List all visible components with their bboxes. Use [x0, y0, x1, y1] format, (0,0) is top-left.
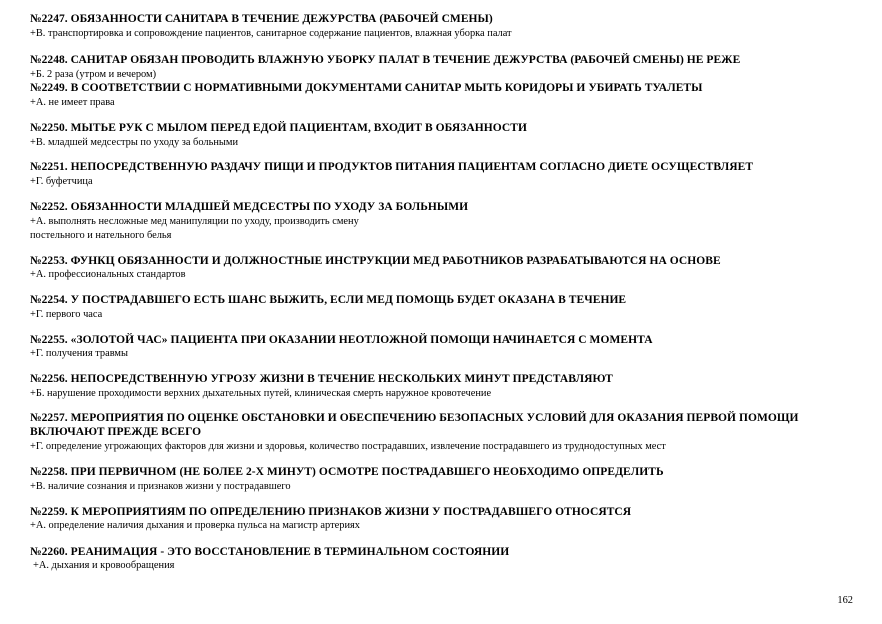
- question-2251: №2251. НЕПОСРЕДСТВЕННУЮ РАЗДАЧУ ПИЩИ И ПРОДУКТОВ ПИТАНИЯ ПАЦИЕНТАМ СОГЛАСНО ДИЕТЕ ОСУЩЕСТВЛЯЕТ: [30, 161, 754, 173]
- question-2247: №2247. ОБЯЗАННОСТИ САНИТАРА В ТЕЧЕНИЕ ДЕЖУРСТВА (РАБОЧЕЙ СМЕНЫ): [30, 13, 493, 25]
- question-2250: №2250. МЫТЬЕ РУК С МЫЛОМ ПЕРЕД ЕДОЙ ПАЦИЕНТАМ, ВХОДИТ В ОБЯЗАННОСТИ: [30, 122, 527, 134]
- question-2260: №2260. РЕАНИМАЦИЯ - ЭТО ВОССТАНОВЛЕНИЕ В ТЕРМИНАЛЬНОМ СОСТОЯНИИ: [30, 546, 510, 558]
- answer-2248: +Б. 2 раза (утром и вечером): [30, 69, 157, 80]
- question-2255: №2255. «ЗОЛОТОЙ ЧАС» ПАЦИЕНТА ПРИ ОКАЗАНИИ НЕОТЛОЖНОЙ ПОМОЩИ НАЧИНАЕТСЯ С МОМЕНТА: [30, 334, 653, 346]
- answer-2255: +Г. получения травмы: [30, 348, 128, 359]
- answer-2252-continued: постельного и нательного белья: [30, 230, 172, 241]
- answer-2254: +Г. первого часа: [30, 309, 103, 320]
- question-2258: №2258. ПРИ ПЕРВИЧНОМ (НЕ БОЛЕЕ 2-Х МИНУТ) ОСМОТРЕ ПОСТРАДАВШЕГО НЕОБХОДИМО ОПРЕДЕЛИТЬ: [30, 466, 664, 478]
- answer-2260: +А. дыхания и кровообращения: [33, 560, 175, 571]
- answer-2247: +В. транспортировка и сопровождение пациентов, санитарное содержание пациентов, влажная уборка палат: [30, 28, 512, 39]
- answer-2259: +А. определение наличия дыхания и проверка пульса на магистр артериях: [30, 520, 360, 531]
- question-2254: №2254. У ПОСТРАДАВШЕГО ЕСТЬ ШАНС ВЫЖИТЬ, ЕСЛИ МЕД ПОМОЩЬ БУДЕТ ОКАЗАНА В ТЕЧЕНИЕ: [30, 294, 627, 306]
- question-2256: №2256. НЕПОСРЕДСТВЕННУЮ УГРОЗУ ЖИЗНИ В ТЕЧЕНИЕ НЕСКОЛЬКИХ МИНУТ ПРЕДСТАВЛЯЮТ: [30, 373, 613, 385]
- answer-2256: +Б. нарушение проходимости верхних дыхательных путей, клиническая смерть наружное кровотечение: [30, 388, 492, 399]
- question-2252: №2252. ОБЯЗАННОСТИ МЛАДШЕЙ МЕДСЕСТРЫ ПО УХОДУ ЗА БОЛЬНЫМИ: [30, 201, 469, 213]
- question-2249: №2249. В СООТВЕТСТВИИ С НОРМАТИВНЫМИ ДОКУМЕНТАМИ САНИТАР МЫТЬ КОРИДОРЫ И УБИРАТЬ ТУАЛЕТЫ: [30, 82, 703, 94]
- question-2253: №2253. ФУНКЦ ОБЯЗАННОСТИ И ДОЛЖНОСТНЫЕ ИНСТРУКЦИИ МЕД РАБОТНИКОВ РАЗРАБАТЫВАЮТСЯ НА ОСНОВЕ: [30, 255, 721, 267]
- question-2257-continued: ВКЛЮЧАЮТ ПРЕЖДЕ ВСЕГО: [30, 426, 202, 438]
- answer-2257: +Г. определение угрожающих факторов для жизни и здоровья, количество пострадавших, извлечение пострадавшего из труднодоступных мест: [30, 441, 666, 452]
- answer-2258: +В. наличие сознания и признаков жизни у пострадавшего: [30, 481, 291, 492]
- page-number: 162: [837, 595, 853, 606]
- question-2257: №2257. МЕРОПРИЯТИЯ ПО ОЦЕНКЕ ОБСТАНОВКИ И ОБЕСПЕЧЕНИЮ БЕЗОПАСНЫХ УСЛОВИЙ ДЛЯ ОКАЗАНИЯ ПЕРВОЙ ПОМОЩИ: [30, 412, 799, 424]
- question-2248: №2248. САНИТАР ОБЯЗАН ПРОВОДИТЬ ВЛАЖНУЮ УБОРКУ ПАЛАТ В ТЕЧЕНИЕ ДЕЖУРСТВА (РАБОЧЕЙ СМЕНЫ) НЕ РЕЖЕ: [30, 54, 741, 66]
- answer-2251: +Г. буфетчица: [30, 176, 93, 187]
- answer-2253: +А. профессиональных стандартов: [30, 269, 186, 280]
- answer-2249: +А. не имеет права: [30, 97, 115, 108]
- answer-2252: +А. выполнять несложные мед манипуляции по уходу, производить смену: [30, 216, 359, 227]
- question-2259: №2259. К МЕРОПРИЯТИЯМ ПО ОПРЕДЕЛЕНИЮ ПРИЗНАКОВ ЖИЗНИ У ПОСТРАДАВШЕГО ОТНОСЯТСЯ: [30, 506, 632, 518]
- answer-2250: +В. младшей медсестры по уходу за больными: [30, 137, 238, 148]
